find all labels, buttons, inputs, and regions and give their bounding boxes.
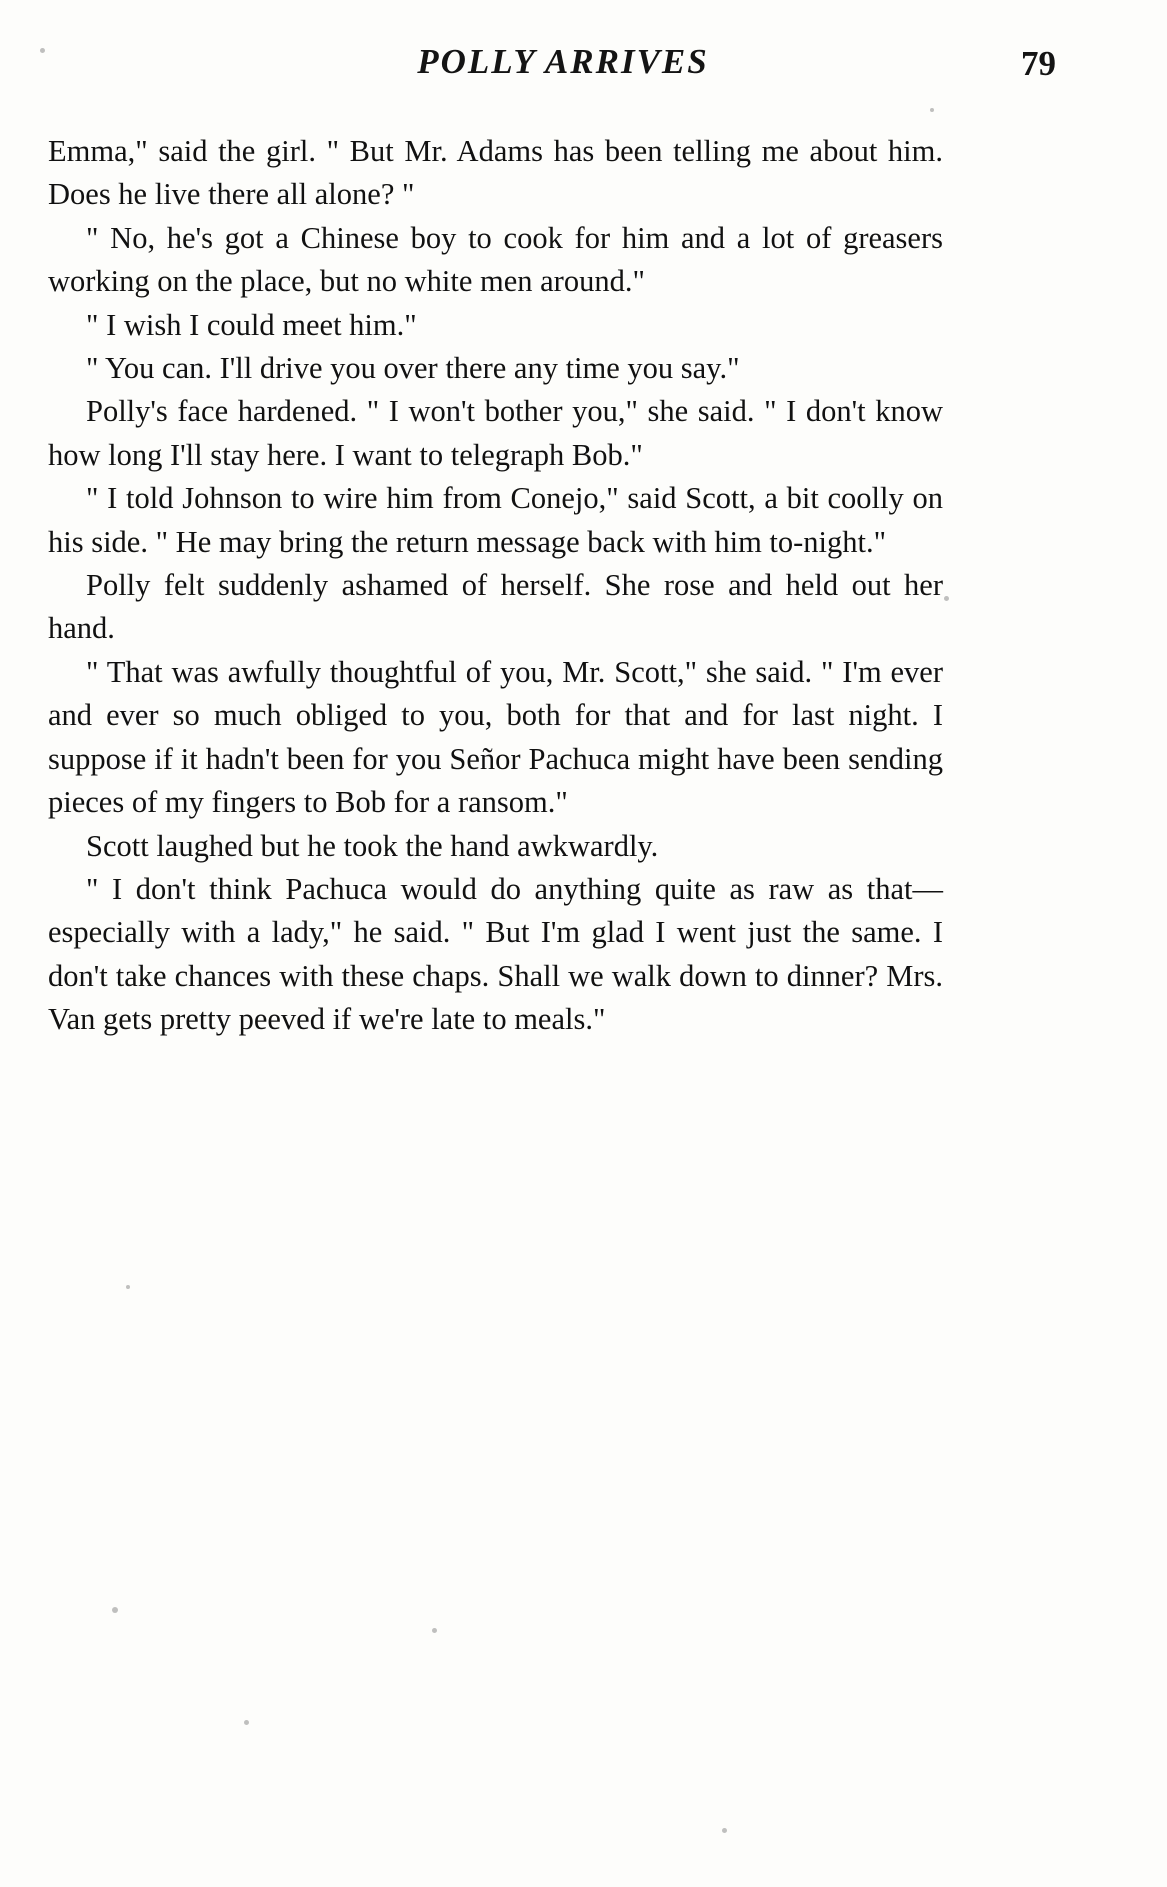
paragraph: " I told Johnson to wire him from Conejo," said Scott, a bit coolly on his side. " He may bring the return message back with him to-night."	[48, 481, 943, 559]
paragraph: Polly's face hardened. " I won't bother you," she said. " I don't know how long I'll stay here. I want to telegraph Bob."	[48, 394, 943, 472]
scan-speck	[126, 1285, 130, 1289]
paragraph: Polly felt suddenly ashamed of herself. She rose and held out her hand.	[48, 568, 943, 646]
running-head-title: POLLY ARRIVES	[417, 42, 709, 81]
paragraph: " You can. I'll drive you over there any time you say."	[86, 351, 740, 386]
paragraph: Emma," said the girl. " But Mr. Adams has been telling me about him. Does he live there all alone? "	[48, 134, 943, 212]
paragraph: " No, he's got a Chinese boy to cook for him and a lot of greasers working on the place, but no white men around."	[48, 220, 943, 299]
scan-speck	[112, 1607, 118, 1613]
body-text	[48, 130, 943, 1042]
page-number: 79	[1021, 44, 1056, 83]
paragraph: " I don't think Pachuca would do anything quite as raw as that—especially with a lady," he said. " But I'm glad I went just the same. I don't take chances with these chaps. Shall we walk down to dinner? Mrs. Van gets pretty peeved if we're late to meals."	[48, 871, 943, 1037]
scan-speck	[432, 1628, 437, 1633]
scan-speck	[722, 1828, 727, 1833]
paragraph: " That was awfully thoughtful of you, Mr. Scott," she said. " I'm ever and ever so much obliged to you, both for that and for last night. I suppose if it hadn't been for you Señor Pachuca might have been sending pieces of my fingers to Bob for a ransom."	[48, 654, 943, 820]
paragraph: Scott laughed but he took the hand awkwardly.	[86, 828, 659, 863]
scan-speck	[40, 48, 45, 53]
page-header	[48, 30, 1068, 112]
scan-speck	[244, 1720, 249, 1725]
paragraph: " I wish I could meet him."	[86, 307, 417, 342]
